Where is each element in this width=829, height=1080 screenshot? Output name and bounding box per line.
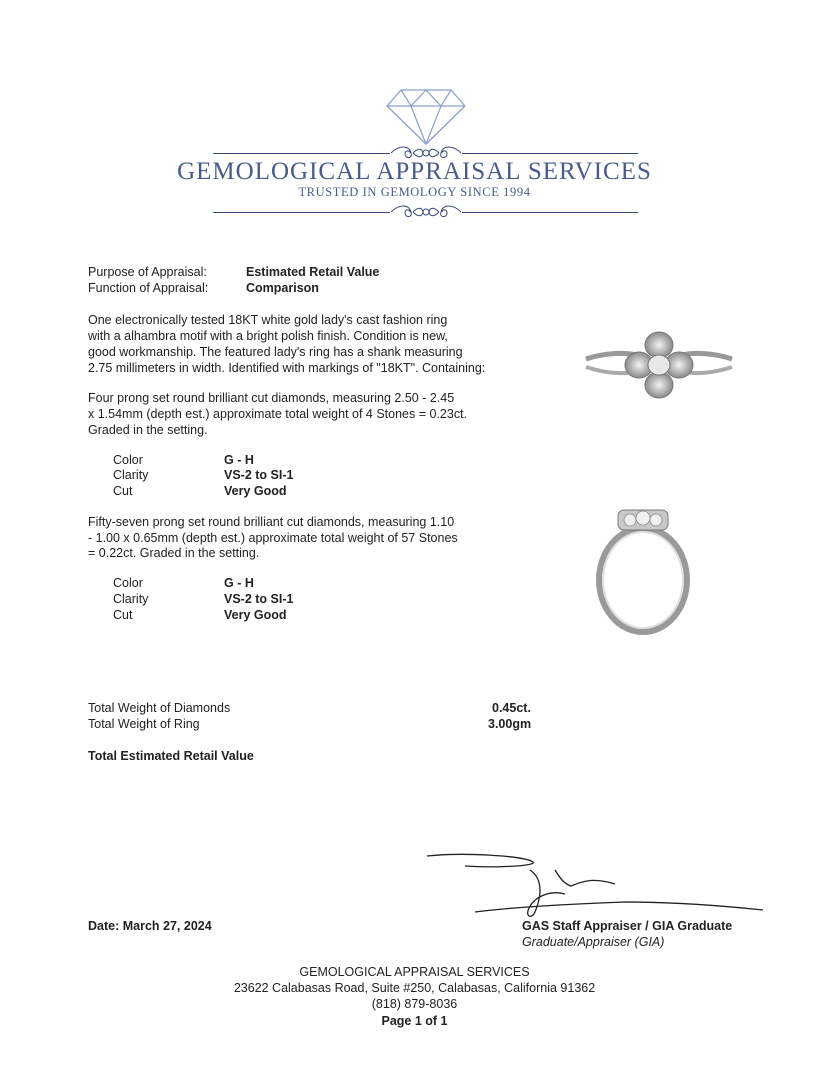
description-line: good workmanship. The featured lady's ring has a shank measuring xyxy=(88,345,463,359)
color-label: Color xyxy=(113,453,143,467)
footer-company: GEMOLOGICAL APPRAISAL SERVICES xyxy=(299,965,530,979)
footer-phone: (818) 879-8036 xyxy=(371,997,458,1011)
header-top-rule xyxy=(213,153,390,154)
color-label: Color xyxy=(113,576,143,590)
description-line: with a alhambra motif with a bright polish finish. Condition is new, xyxy=(88,329,448,343)
color-value: G - H xyxy=(224,453,254,467)
header-top-rule-right xyxy=(462,153,638,154)
cut-value: Very Good xyxy=(224,608,287,622)
cut-value: Very Good xyxy=(224,484,287,498)
function-value: Comparison xyxy=(246,281,319,295)
company-title: GEMOLOGICAL APPRAISAL SERVICES xyxy=(177,158,652,185)
function-label: Function of Appraisal: xyxy=(88,281,209,295)
description-line: One electronically tested 18KT white gold lady's cast fashion ring xyxy=(88,313,448,327)
footer-address: 23622 Calabasas Road, Suite #250, Calabasas, California 91362 xyxy=(233,981,596,995)
appraisal-date: Date: March 27, 2024 xyxy=(88,919,212,933)
company-tagline: TRUSTED IN GEMOLOGY SINCE 1994 xyxy=(298,185,531,199)
stone-group-1-line: Graded in the setting. xyxy=(88,423,208,437)
stone-group-2-line: Fifty-seven prong set round brilliant cut diamonds, measuring 1.10 xyxy=(88,515,455,529)
header-bottom-rule xyxy=(213,212,390,213)
cut-label: Cut xyxy=(113,484,133,498)
stone-group-1-line: x 1.54mm (depth est.) approximate total weight of 4 Stones = 0.23ct. xyxy=(88,407,468,421)
purpose-value: Estimated Retail Value xyxy=(246,265,380,279)
page-number: Page 1 of 1 xyxy=(381,1014,448,1028)
total-ring-value: 3.00gm xyxy=(488,717,532,731)
total-ring-label: Total Weight of Ring xyxy=(88,717,200,731)
appraiser-subtitle: Graduate/Appraiser (GIA) xyxy=(522,935,665,949)
ring-top-view-image xyxy=(584,325,734,410)
header-bottom-rule-right xyxy=(462,212,638,213)
scroll-ornament-icon xyxy=(389,203,463,221)
clarity-label: Clarity xyxy=(113,468,149,482)
total-retail-label: Total Estimated Retail Value xyxy=(88,749,254,763)
total-diamonds-value: 0.45ct. xyxy=(492,701,531,715)
ring-side-view-image xyxy=(588,508,698,638)
purpose-label: Purpose of Appraisal: xyxy=(88,265,207,279)
diamond-icon xyxy=(385,88,467,146)
clarity-label: Clarity xyxy=(113,592,149,606)
total-diamonds-label: Total Weight of Diamonds xyxy=(88,701,231,715)
signature-image xyxy=(425,850,765,925)
color-value: G - H xyxy=(224,576,254,590)
clarity-value: VS-2 to SI-1 xyxy=(224,592,294,606)
stone-group-2-line: = 0.22ct. Graded in the setting. xyxy=(88,546,260,560)
stone-group-1-line: Four prong set round brilliant cut diamonds, measuring 2.50 - 2.45 xyxy=(88,391,455,405)
description-line: 2.75 millimeters in width. Identified with markings of "18KT". Containing: xyxy=(88,361,486,375)
clarity-value: VS-2 to SI-1 xyxy=(224,468,294,482)
appraiser-title: GAS Staff Appraiser / GIA Graduate xyxy=(522,919,733,933)
stone-group-2-line: - 1.00 x 0.65mm (depth est.) approximate total weight of 57 Stones xyxy=(88,531,458,545)
cut-label: Cut xyxy=(113,608,133,622)
